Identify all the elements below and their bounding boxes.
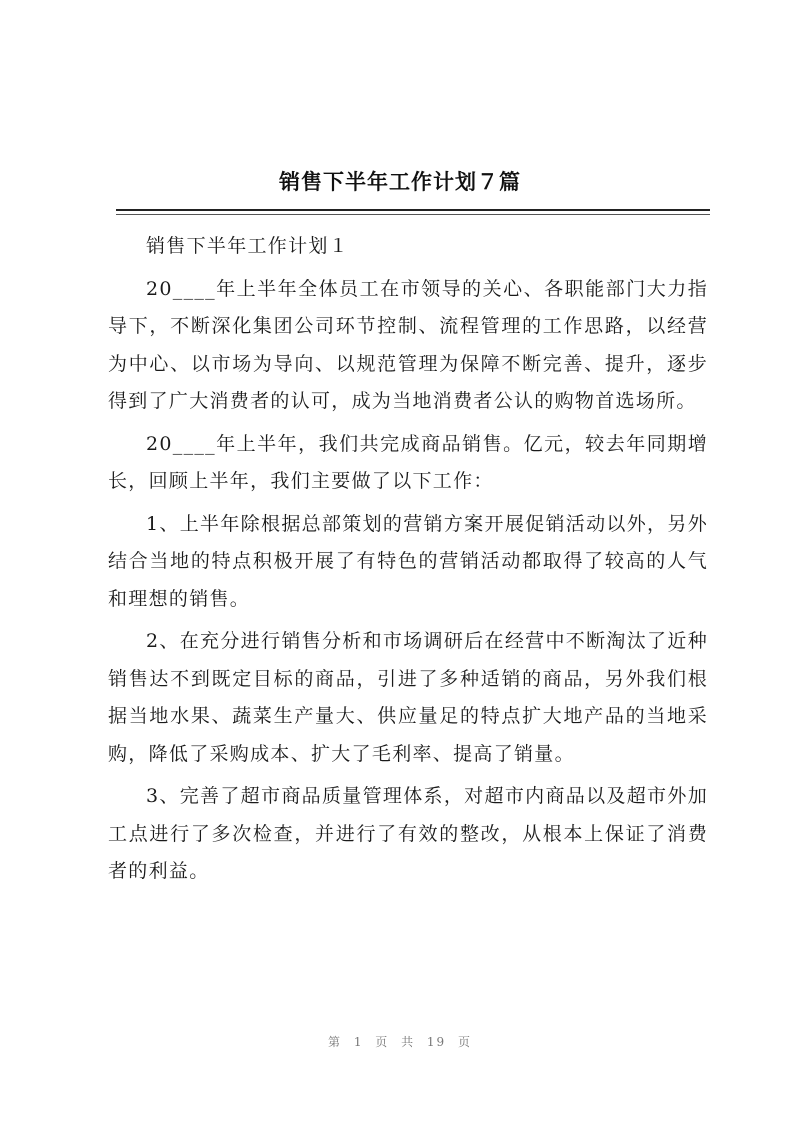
paragraph-item-1: 1、上半年除根据总部策划的营销方案开展促销活动以外，另外结合当地的特点积极开展了有特色的营销活动都取得了较高的人气和理想的销售。 (108, 512, 708, 610)
title-underline-thin (116, 214, 710, 215)
paragraph-item-2: 2、在充分进行销售分析和市场调研后在经营中不断淘汰了近种销售达不到既定目标的商品，引进了多种适销的商品，另外我们根据当地水果、蔬菜生产量大、供应量足的特点扩大地产品的当地采购，降低了采购成本、扩大了毛利率、提高了销量。 (108, 630, 708, 765)
title-underline (116, 209, 710, 211)
paragraph-intro: 20____年上半年全体员工在市领导的关心、各职能部门大力指导下，不断深化集团公司环节控制、流程管理的工作思路，以经营为中心、以市场为导向、以规范管理为保障不断完善、提升，逐步得到了广大消费者的认可，成为当地消费者公认的购物首选场所。 (108, 277, 708, 412)
paragraph-sales-summary: 20____年上半年，我们共完成商品销售。亿元，较去年同期增长，回顾上半年，我们主要做了以下工作： (108, 432, 708, 492)
paragraph-item-3: 3、完善了超市商品质量管理体系，对超市内商品以及超市外加工点进行了多次检查，并进行了有效的整改，从根本上保证了消费者的利益。 (108, 785, 708, 882)
section-heading: 销售下半年工作计划１ (146, 235, 350, 257)
document-body (108, 228, 708, 896)
document-title: 销售下半年工作计划７篇 (279, 169, 521, 194)
page-number-footer: 第 1 页 共 19 页 (328, 1035, 472, 1049)
